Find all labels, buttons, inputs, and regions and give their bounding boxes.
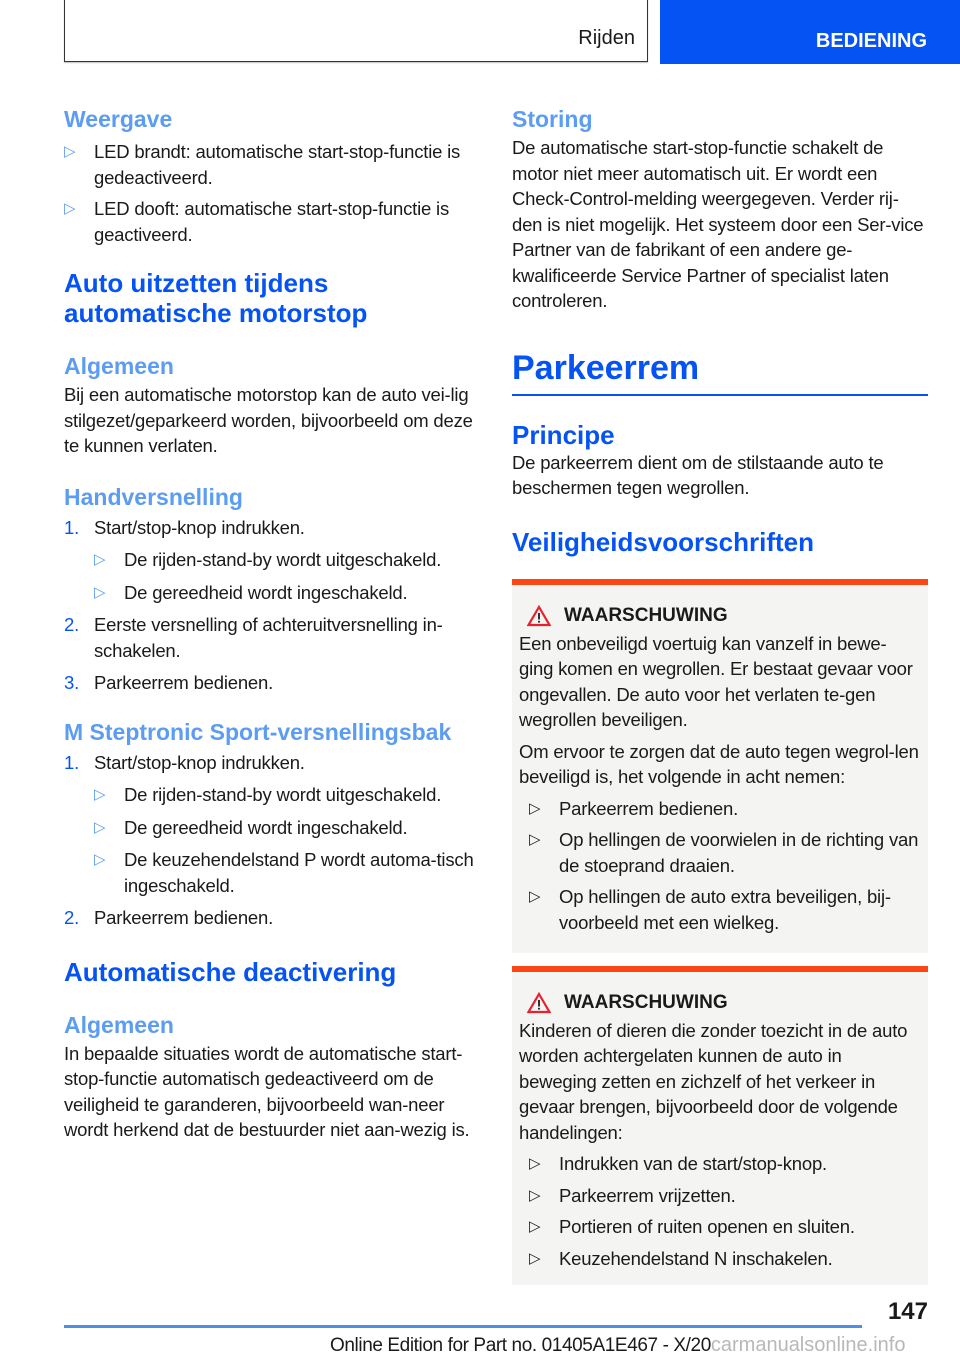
triangle-bullet-icon: ▷ bbox=[64, 200, 76, 217]
triangle-bullet-icon: ▷ bbox=[94, 786, 106, 803]
warning-triangle-icon bbox=[527, 605, 551, 627]
triangle-bullet-icon: ▷ bbox=[529, 888, 541, 905]
step-item: 1. Start/stop-knop indrukken. bbox=[64, 516, 305, 538]
steptronic-heading: M Steptronic Sport-versnellingsbak bbox=[64, 718, 452, 745]
warning-list bbox=[519, 1151, 920, 1271]
storing-text: De automatische start-stop-functie schakelt de motor niet meer automatisch uit. Er wordt een Check-Control-melding weergegeven. Verder rij-den is niet mogelijk. Het systeem door een Ser-vice Partner van de fabrikant of een andere ge-kwalificeerde Service Partner of specialist laten controleren. bbox=[512, 137, 924, 311]
header-chapter-tab bbox=[660, 0, 960, 64]
veiligheid-heading: Veiligheidsvoorschriften bbox=[512, 526, 814, 557]
list-item: ▷ LED dooft: automatische start-stop-functie is geactiveerd. bbox=[64, 198, 450, 245]
handversnelling-heading: Handversnelling bbox=[64, 483, 243, 510]
weergave-heading: Weergave bbox=[64, 106, 173, 132]
footer-edition: Online Edition for Part no. 01405A1E467 - X/20carmanualsonline.info bbox=[330, 1334, 906, 1356]
step-item: 2. Parkeerrem bedienen. bbox=[64, 907, 274, 928]
algemeen-text: Bij een automatische motorstop kan de auto vei-lig stilgezet/geparkeerd worden, bijvoorbeeld om deze te kunnen verlaten. bbox=[64, 384, 473, 456]
footer-rule bbox=[64, 1325, 862, 1328]
watermark: carmanualsonline.info bbox=[710, 1334, 906, 1356]
header-section-label: Rijden bbox=[578, 27, 635, 49]
sub-list-item: ▷ De rijden-stand-by wordt uitgeschakeld. bbox=[94, 782, 484, 808]
triangle-bullet-icon: ▷ bbox=[94, 851, 106, 868]
deactivering-text: In bepaalde situaties wordt de automatische start-stop-functie automatisch gedeactiveerd om de veiligheid te garanderen, bijvoorbeeld wan-neer wordt herkend dat de bestuurder niet aan-wezig is. bbox=[64, 1042, 470, 1140]
warning-text: Een onbeveiligd voertuig kan vanzelf in bewe-ging komen en wegrollen. Er bestaat gevaar voor ongevallen. De auto voor het verlaten te-gen wegrollen beveiligen. bbox=[519, 632, 913, 730]
page-number: 147 bbox=[887, 1298, 928, 1325]
step-item: 3. Parkeerrem bedienen. bbox=[64, 672, 274, 693]
heading-underline bbox=[512, 394, 928, 396]
warning-text: Om ervoor te zorgen dat de auto tegen wegrol-len beveiligd is, het volgende in acht nemen: bbox=[519, 740, 919, 787]
sub-list-item: ▷ De gereedheid wordt ingeschakeld. bbox=[94, 580, 484, 606]
handversnelling-steps bbox=[64, 515, 484, 696]
warning-box bbox=[512, 966, 928, 1285]
sub-list-item: ▷ De gereedheid wordt ingeschakeld. bbox=[94, 815, 484, 841]
triangle-bullet-icon: ▷ bbox=[529, 831, 541, 848]
warning-list bbox=[519, 796, 920, 936]
deactivering-heading: Automatische deactivering bbox=[64, 956, 397, 987]
right-column bbox=[512, 100, 928, 1285]
sub-list-item: ▷ De rijden-stand-by wordt uitgeschakeld. bbox=[94, 547, 484, 573]
warning-title: WAARSCHUWING bbox=[519, 990, 920, 1016]
list-item: ▷ Parkeerrem bedienen. bbox=[529, 796, 920, 822]
list-item: ▷ Op hellingen de voorwielen in de richting van de stoeprand draaien. bbox=[529, 829, 919, 876]
list-item: ▷ Keuzehendelstand N inschakelen. bbox=[529, 1246, 920, 1272]
triangle-bullet-icon: ▷ bbox=[529, 799, 541, 817]
sub-list-item: ▷ De keuzehendelstand P wordt automa-tisch ingeschakeld. bbox=[94, 849, 474, 896]
auto-uitzetten-heading: Auto uitzetten tijdens automatische motorstop bbox=[64, 268, 368, 328]
weergave-list bbox=[64, 139, 484, 247]
storing-heading: Storing bbox=[512, 106, 593, 132]
triangle-bullet-icon: ▷ bbox=[64, 143, 76, 160]
list-item: ▷ Portieren of ruiten openen en sluiten. bbox=[529, 1214, 920, 1240]
warning-box bbox=[512, 579, 928, 953]
header-section-tab bbox=[64, 0, 648, 62]
triangle-bullet-icon: ▷ bbox=[529, 1155, 541, 1172]
algemeen-heading-2: Algemeen bbox=[64, 1011, 174, 1038]
step-item: 1. Start/stop-knop indrukken. bbox=[64, 751, 305, 773]
triangle-bullet-icon: ▷ bbox=[529, 1218, 541, 1235]
warning-text: Kinderen of dieren die zonder toezicht in de auto worden achtergelaten kunnen de auto in beweging zetten en zichzelf of het verkeer in gevaar brengen, bijvoorbeeld door de volgende handelingen: bbox=[519, 1019, 908, 1143]
triangle-bullet-icon: ▷ bbox=[94, 583, 106, 601]
triangle-bullet-icon: ▷ bbox=[529, 1249, 541, 1267]
header-chapter-label: BEDIENING bbox=[815, 30, 927, 52]
left-column bbox=[64, 100, 484, 1143]
triangle-bullet-icon: ▷ bbox=[94, 818, 106, 836]
algemeen-heading: Algemeen bbox=[64, 353, 174, 379]
list-item: ▷ Parkeerrem vrijzetten. bbox=[529, 1183, 920, 1209]
step-item: 2. Eerste versnelling of achteruitversnelling in-schakelen. bbox=[64, 614, 443, 661]
warning-title: WAARSCHUWING bbox=[519, 603, 920, 629]
list-item: ▷ Indrukken van de start/stop-knop. bbox=[529, 1151, 920, 1177]
principe-heading: Principe bbox=[512, 419, 615, 450]
warning-triangle-icon bbox=[527, 992, 551, 1014]
parkeerrem-heading: Parkeerrem bbox=[512, 348, 700, 387]
list-item: ▷ Op hellingen de auto extra beveiligen, bij-voorbeeld met een wielkeg. bbox=[529, 886, 891, 933]
triangle-bullet-icon: ▷ bbox=[94, 551, 106, 568]
steptronic-steps bbox=[64, 750, 484, 931]
list-item: ▷ LED brandt: automatische start-stop-functie is gedeactiveerd. bbox=[64, 141, 461, 188]
principe-text: De parkeerrem dient om de stilstaande auto te beschermen tegen wegrollen. bbox=[512, 451, 884, 498]
triangle-bullet-icon: ▷ bbox=[529, 1186, 541, 1204]
